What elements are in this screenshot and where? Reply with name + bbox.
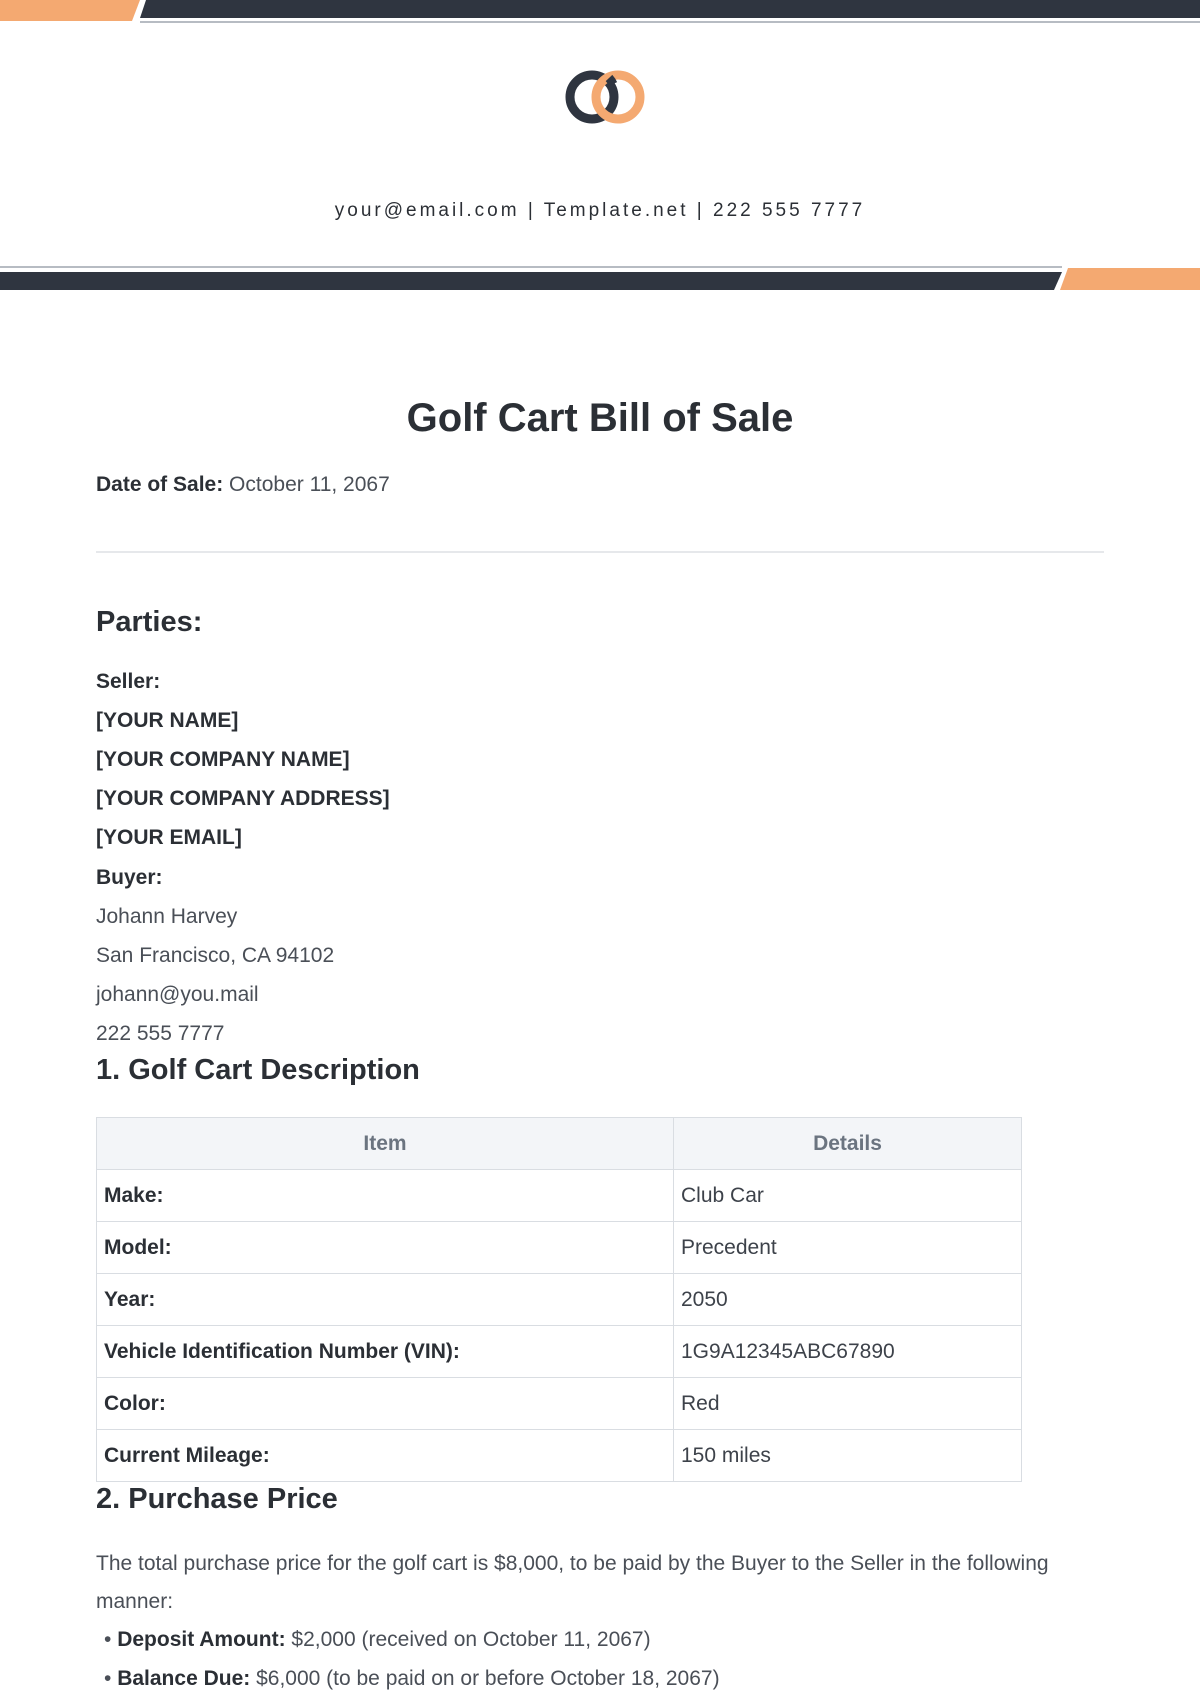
row-value: Red — [674, 1378, 1022, 1430]
header-top-band — [0, 0, 1200, 26]
bullet-value: $2,000 (received on October 11, 2067) — [291, 1628, 651, 1651]
bullet-label: Balance Due: — [117, 1667, 251, 1690]
date-of-sale — [96, 472, 390, 498]
document-title: Golf Cart Bill of Sale — [406, 396, 794, 440]
buyer-email: johann@you.mail — [96, 983, 259, 1006]
row-value: 150 miles — [674, 1430, 1022, 1482]
golf-cart-description-table — [96, 1117, 1022, 1482]
buyer-address: San Francisco, CA 94102 — [96, 944, 335, 967]
parties-heading: Parties: — [96, 606, 203, 638]
row-value: 1G9A12345ABC67890 — [674, 1326, 1022, 1378]
buyer-name: Johann Harvey — [96, 905, 238, 928]
seller-name: [YOUR NAME] — [96, 709, 239, 732]
row-value: Precedent — [674, 1222, 1022, 1274]
row-label: Color: — [97, 1378, 674, 1430]
date-label: Date of Sale: — [96, 473, 224, 496]
row-label: Current Mileage: — [97, 1430, 674, 1482]
table-row — [97, 1170, 1022, 1222]
row-label: Model: — [97, 1222, 674, 1274]
row-value: Club Car — [674, 1170, 1022, 1222]
buyer-label: Buyer: — [96, 866, 163, 889]
column-header-details: Details — [674, 1118, 1022, 1170]
table-row — [97, 1222, 1022, 1274]
list-item — [104, 1666, 720, 1692]
row-value: 2050 — [674, 1274, 1022, 1326]
date-value: October 11, 2067 — [229, 473, 390, 496]
section-divider — [96, 551, 1104, 553]
purchase-paragraph: The total purchase price for the golf cart is $8,000, to be paid by the Buyer to the Seller in the following manner: — [96, 1552, 1049, 1613]
table-row — [97, 1430, 1022, 1482]
seller-address: [YOUR COMPANY ADDRESS] — [96, 787, 390, 810]
buyer-phone: 222 555 7777 — [96, 1022, 225, 1045]
row-label: Year: — [97, 1274, 674, 1326]
company-logo-icon — [560, 66, 652, 128]
row-label: Make: — [97, 1170, 674, 1222]
bullet-value: $6,000 (to be paid on or before October 18, 2067) — [256, 1667, 720, 1690]
bullet-icon: • — [104, 1628, 112, 1651]
table-header-row — [97, 1118, 1022, 1170]
bullet-label: Deposit Amount: — [117, 1628, 286, 1651]
description-heading: 1. Golf Cart Description — [96, 1054, 420, 1086]
seller-company: [YOUR COMPANY NAME] — [96, 748, 350, 771]
list-item — [104, 1627, 651, 1653]
seller-label: Seller: — [96, 670, 161, 693]
bullet-icon: • — [104, 1667, 112, 1690]
seller-email: [YOUR EMAIL] — [96, 826, 242, 849]
row-label: Vehicle Identification Number (VIN): — [97, 1326, 674, 1378]
purchase-heading: 2. Purchase Price — [96, 1483, 338, 1515]
table-row — [97, 1378, 1022, 1430]
column-header-item: Item — [97, 1118, 674, 1170]
header-bottom-band — [0, 264, 1200, 294]
header-contact-line: your@email.com | Template.net | 222 555 7777 — [334, 200, 866, 221]
table-row — [97, 1274, 1022, 1326]
table-row — [97, 1326, 1022, 1378]
